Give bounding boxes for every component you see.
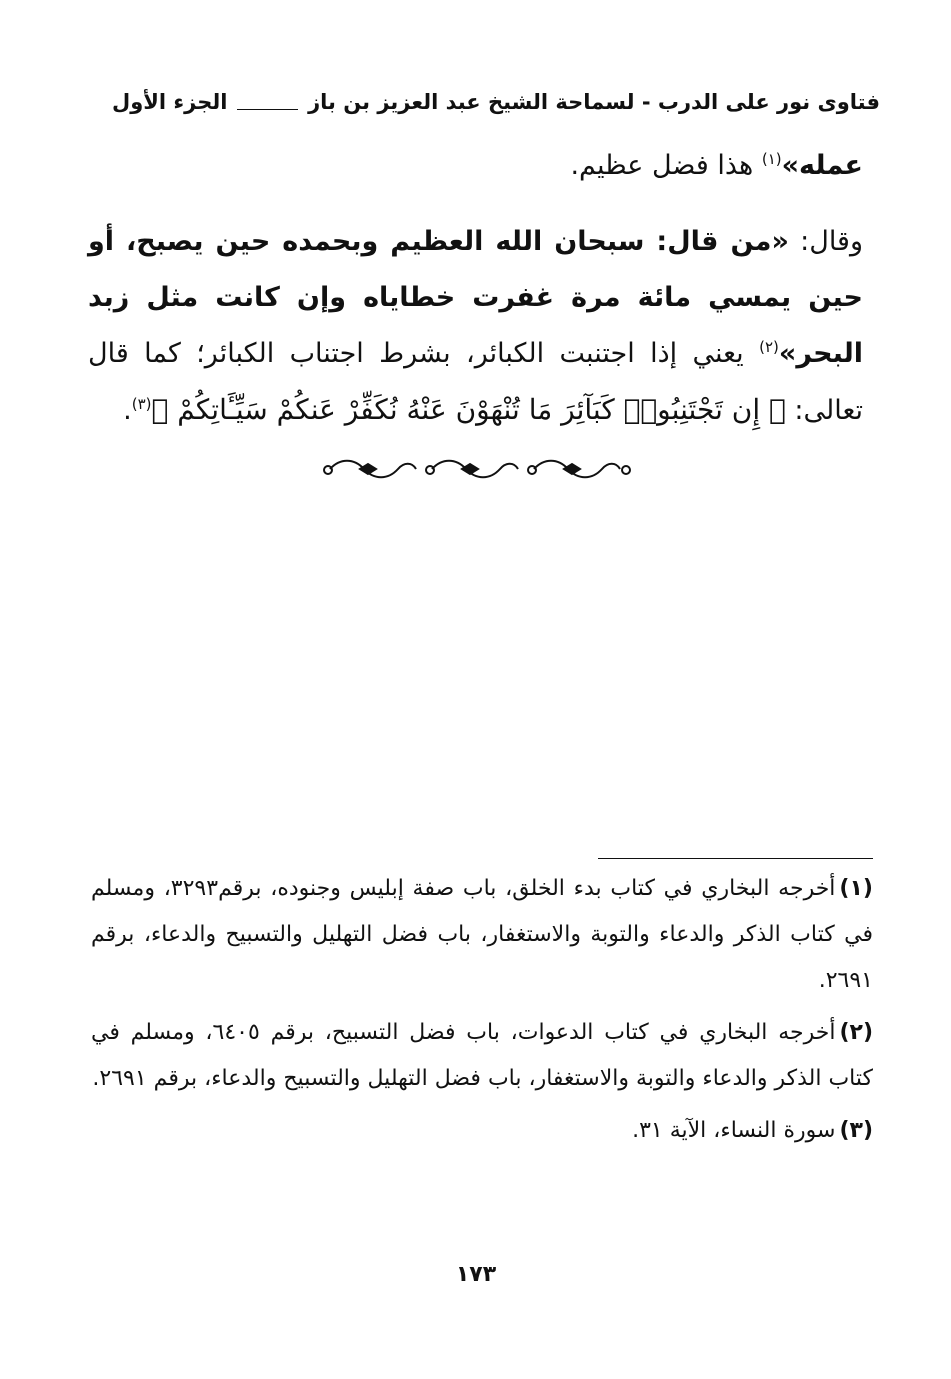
book-title: فتاوى نور على الدرب - لسماحة الشيخ عبد العزيز بن باز: [308, 90, 880, 114]
ornament-segment-3: [528, 461, 630, 478]
paragraph-2-intro: وقال:: [788, 226, 863, 257]
footnote-1: [91, 866, 873, 1004]
footnote-number: (٢): [839, 1020, 873, 1045]
footnote-text: أخرجه البخاري في كتاب الدعوات، باب فضل التسبيح، برقم ٦٤٠٥، ومسلم في كتاب الذكر والدعاء والتوبة والاستغفار، باب فضل التهليل والتسبيح والدعاء، برقم ٢٦٩١.: [91, 1020, 873, 1091]
footnote-text: أخرجه البخاري في كتاب بدء الخلق، باب صفة إبليس وجنوده، برقم٣٢٩٣، ومسلم في كتاب الذكر والدعاء والتوبة والاستغفار، باب فضل التهليل والتسبيح والدعاء، برقم ٢٦٩١.: [91, 876, 873, 993]
footnote-number: (١): [839, 876, 873, 901]
ornament-segment-1: [324, 461, 416, 478]
footnotes-separator: [598, 858, 873, 859]
quote-ending: عمله»: [781, 150, 863, 181]
footnote-ref-2[interactable]: (٢): [759, 338, 779, 356]
footnote-2: [91, 1010, 873, 1102]
decorative-divider-ornament: [320, 452, 638, 486]
footnote-ref-1[interactable]: (١): [761, 150, 782, 168]
volume-label: الجزء الأول: [112, 90, 228, 114]
paragraph-2-end: .: [123, 395, 132, 426]
footnotes: [91, 866, 873, 1160]
header-divider: [237, 109, 298, 110]
ornament-segment-2: [426, 461, 518, 478]
footnote-text: سورة النساء، الآية ٣١.: [632, 1118, 836, 1143]
paragraph-2-explanation: يعني إذا اجتنبت الكبائر، بشرط اجتناب الكبائر؛ كما قال تعالى:: [88, 338, 863, 426]
page-number: ١٧٣: [455, 1262, 497, 1287]
quran-verse: ﴿ إِن تَجْتَنِبُوا۟ كَبَآئِرَ مَا تُنْهَوْنَ عَنْهُ نُكَفِّرْ عَنكُمْ سَيِّـَٔاتِكُمْ ﴾: [151, 393, 786, 426]
hadith-quote: «من قال: سبحان الله العظيم وبحمده حين يصبح، أو حين يمسي مائة مرة غفرت خطاياه وإن كانت مثل زبد البحر»: [88, 226, 863, 369]
footnote-3: [91, 1108, 873, 1154]
footnote-number: (٣): [839, 1118, 873, 1143]
paragraph-1-text: هذا فضل عظيم.: [570, 150, 762, 181]
paragraph-2: [88, 214, 863, 439]
running-header: [112, 82, 880, 122]
paragraph-1: [88, 138, 863, 194]
footnote-ref-3[interactable]: (٣): [131, 395, 152, 413]
